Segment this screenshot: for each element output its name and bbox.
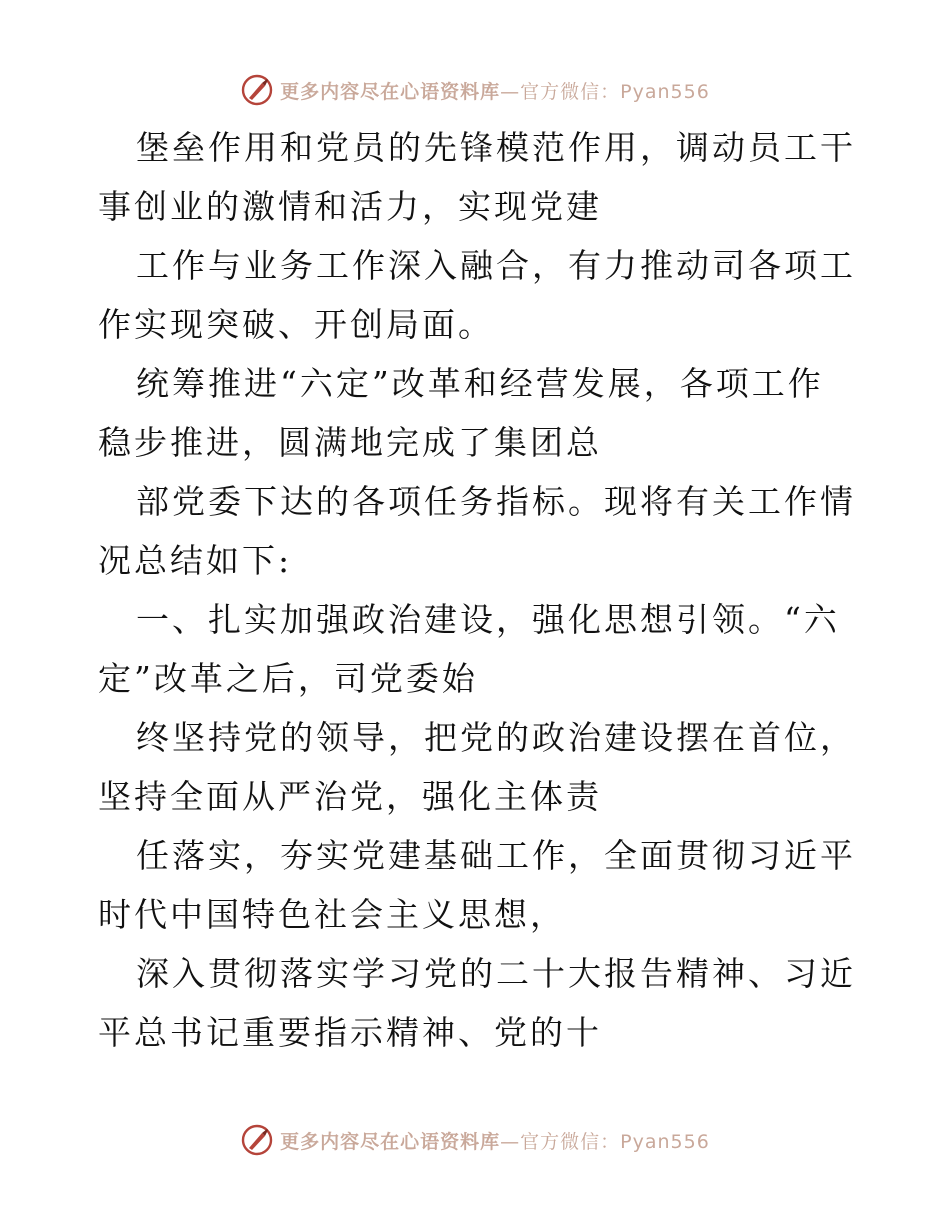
footer-site-text: 更多内容尽在心语资料库 [280, 1130, 501, 1153]
footer-banner [0, 1120, 950, 1160]
quill-seal-icon [240, 73, 274, 107]
paragraph: 统筹推进“六定”改革和经营发展，各项工作稳步推进，圆满地完成了集团总 [98, 364, 824, 462]
paragraph: 部党委下达的各项任务指标。现将有关工作情况总结如下: [98, 482, 856, 580]
header-dash: — [500, 80, 521, 103]
footer-contact-text: 官方微信：Pyan556 [520, 1130, 710, 1153]
quill-seal-icon [240, 1123, 274, 1157]
header-text [280, 77, 710, 104]
paragraph: 深入贯彻落实学习党的二十大报告精神、习近平总书记重要指示精神、党的十 [98, 954, 856, 1052]
paragraph: 一、扎实加强政治建设，强化思想引领。“六定”改革之后，司党委始 [98, 600, 840, 698]
header-banner [0, 70, 950, 110]
paragraph: 终坚持党的领导，把党的政治建设摆在首位，坚持全面从严治党，强化主体责 [98, 718, 856, 816]
paragraph: 任落实，夯实党建基础工作，全面贯彻习近平时代中国特色社会主义思想， [98, 836, 856, 934]
paragraph: 工作与业务工作深入融合，有力推动司各项工作实现突破、开创局面。 [98, 246, 856, 344]
document-body [98, 118, 858, 1062]
paragraph: 堡垒作用和党员的先锋模范作用，调动员工干事创业的激情和活力，实现党建 [98, 128, 856, 226]
footer-dash: — [500, 1130, 521, 1153]
header-site-text: 更多内容尽在心语资料库 [280, 80, 501, 103]
footer-text [280, 1127, 710, 1154]
header-contact-text: 官方微信：Pyan556 [520, 80, 710, 103]
